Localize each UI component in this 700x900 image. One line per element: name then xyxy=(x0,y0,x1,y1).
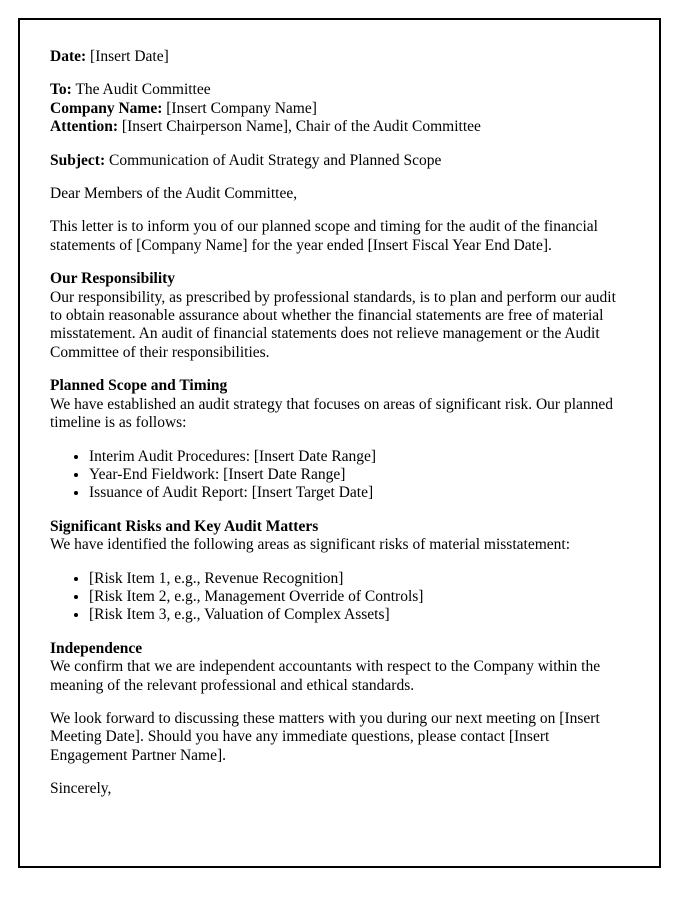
list-item: • [Risk Item 3, e.g., Valuation of Complex Assets] xyxy=(89,606,629,624)
section-planned-scope xyxy=(50,377,629,502)
intro-paragraph: This letter is to inform you of our planned scope and timing for the audit of the financial statements of [Company Name] for the year ended [Insert Fiscal Year End Date]. xyxy=(50,218,598,254)
section-our-responsibility xyxy=(50,270,629,362)
to-value: The Audit Committee xyxy=(75,81,211,99)
list-item: • Year-End Fieldwork: [Insert Date Range] xyxy=(89,466,629,484)
attention-label: Attention: xyxy=(50,118,119,136)
subject-value: Communication of Audit Strategy and Planned Scope xyxy=(108,151,442,169)
company-label: Company Name: xyxy=(50,99,163,117)
date-label: Date: xyxy=(50,48,87,65)
section-heading-independence: Independence xyxy=(50,639,143,657)
subject-label: Subject: xyxy=(50,151,106,169)
section-body-our-responsibility: Our responsibility, as prescribed by professional standards, is to plan and perform our audit to obtain reasonable assurance about whether the financial statements are free of material misstatement. An audit of financial statements does not relieve management or the Audit Committee of their responsibilities. xyxy=(50,288,616,361)
recipient-block xyxy=(50,81,629,136)
risk-bullet-list xyxy=(50,570,629,625)
section-heading-our-responsibility: Our Responsibility xyxy=(50,270,176,288)
timeline-bullet-list xyxy=(50,448,629,503)
section-significant-risks xyxy=(50,518,629,625)
section-body-independence: We confirm that we are independent accountants with respect to the Company within the meaning of the relevant professional and ethical standards. xyxy=(50,658,601,694)
list-item: • Interim Audit Procedures: [Insert Date Range] xyxy=(89,448,629,466)
section-independence xyxy=(50,640,629,695)
salutation: Dear Members of the Audit Committee, xyxy=(50,185,298,203)
section-body-planned-scope: We have established an audit strategy that focuses on areas of significant risk. Our planned timeline is as follows: xyxy=(50,395,614,432)
date-line xyxy=(50,48,629,66)
letter-document xyxy=(18,18,661,868)
list-item: • [Risk Item 1, e.g., Revenue Recognition] xyxy=(89,570,629,588)
section-heading-planned-scope: Planned Scope and Timing xyxy=(50,377,228,395)
subject-line xyxy=(50,152,629,170)
list-item: • [Risk Item 2, e.g., Management Override of Controls] xyxy=(89,588,629,606)
list-item: • Issuance of Audit Report: [Insert Target Date] xyxy=(89,484,629,502)
attention-line xyxy=(50,118,629,136)
company-value: [Insert Company Name] xyxy=(166,99,317,117)
to-line xyxy=(50,81,629,99)
closing-paragraph: We look forward to discussing these matters with you during our next meeting on [Insert Meeting Date]. Should you have any immediate questions, please contact [Insert Engagement Partner Name]. xyxy=(50,709,600,764)
section-heading-significant-risks: Significant Risks and Key Audit Matters xyxy=(50,517,319,535)
section-body-significant-risks: We have identified the following areas as significant risks of material misstatement: xyxy=(50,536,570,554)
attention-value: [Insert Chairperson Name], Chair of the Audit Committee xyxy=(121,118,481,136)
to-label: To: xyxy=(50,81,72,99)
company-line xyxy=(50,100,629,118)
date-value: [Insert Date] xyxy=(90,48,169,65)
signoff: Sincerely, xyxy=(50,780,112,798)
